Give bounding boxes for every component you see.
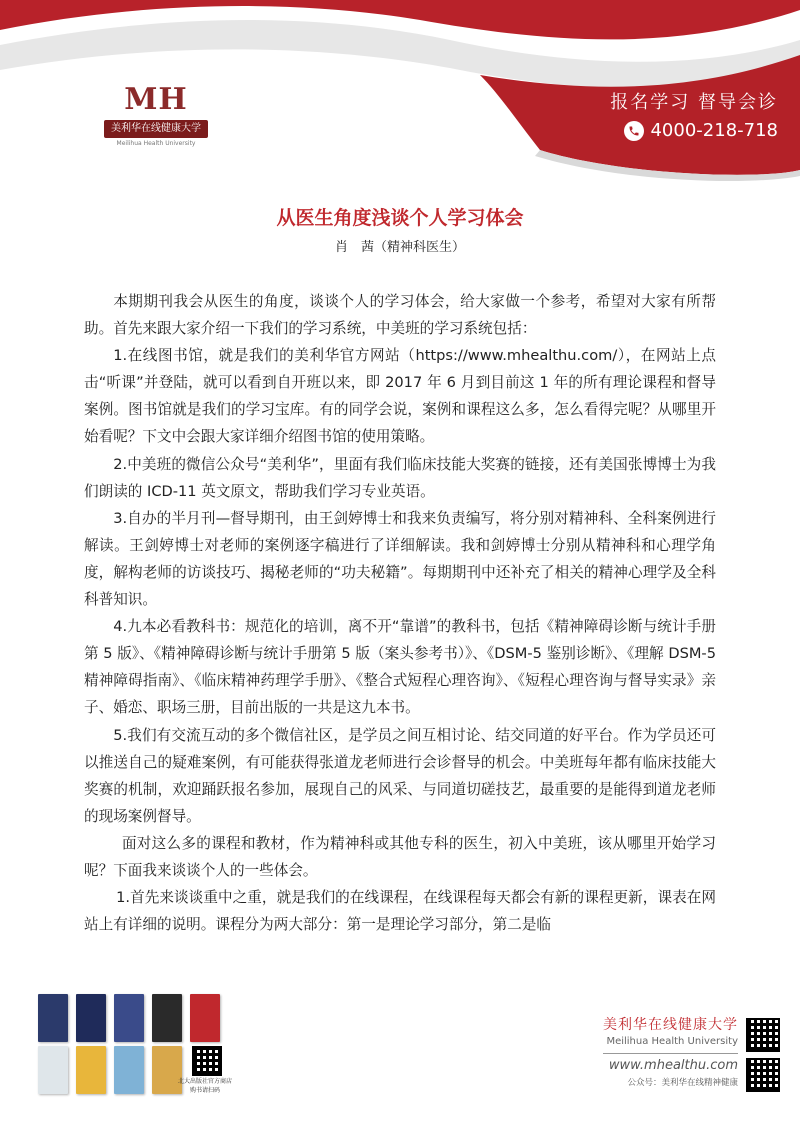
paragraph: 5.我们有交流互动的多个微信社区，是学员之间互相讨论、结交同道的好平台。作为学员还可以推送自己的疑难案例，有可能获得张道龙老师进行会诊督导的机会。中美班每年都有临床技能大奖赛的机制，欢迎踊跃报名参加，展现自己的风采、与同道切磋技艺，最重要的是能得到道龙老师的现场案例督导。 [84, 726, 716, 825]
book-cover [76, 994, 106, 1042]
article-title: 从医生角度浅谈个人学习体会 [276, 207, 524, 229]
book-cover [114, 994, 144, 1042]
brand-logo [98, 82, 214, 152]
book-cover [76, 1046, 106, 1094]
wechat-qr-code [746, 1058, 780, 1092]
paragraph: 1.首先来谈谈重中之重，就是我们的在线课程，在线课程每天都会有新的课程更新，课表在网站上有详细的说明。课程分为两大部分：第一是理论学习部分，第二是临 [84, 889, 716, 934]
phone-number: 4000-218-718 [650, 120, 778, 141]
logo-mark: MH [124, 82, 188, 117]
qr-caption-line-2: 购书请扫码 [189, 1087, 220, 1094]
paragraph: 面对这么多的课程和教材，作为精神科或其他专科的医生，初入中美班，该从哪里开始学习呢？下面我来谈谈个人的一些体会。 [84, 834, 716, 879]
logo-name: 美利华在线健康大学 [104, 120, 208, 138]
footer-university-name: 美利华在线健康大学 [603, 1017, 738, 1033]
header-phone-row [610, 120, 778, 141]
footer-wechat-account: 公众号：美利华在线精神健康 [627, 1078, 738, 1088]
footer-university-english: Meilihua Health University [606, 1036, 738, 1047]
article-author: 肖 茜（精神科医生） [334, 240, 465, 255]
paragraph: 本期期刊我会从医生的角度，谈谈个人的学习体会，给大家做一个参考，希望对大家有所帮助。首先来跟大家介绍一下我们的学习系统，中美班的学习系统包括： [84, 293, 716, 338]
book-cover [190, 994, 220, 1042]
book-cover [38, 994, 68, 1042]
footer-divider [603, 1053, 738, 1054]
book-cover [152, 994, 182, 1042]
footer-university-info [603, 1014, 738, 1088]
book-cover [114, 1046, 144, 1094]
paragraph: 1.在线图书馆，就是我们的美利华官方网站（https://www.mhealthu.com/），在网站上点击“听课”并登陆，就可以看到自开班以来，即 2017 年 6 月到目前这 1 年的所有理论课程和督导案例。图书馆就是我们的学习宝库。有的同学会说，案例和课程这么多，怎么看得完呢？从哪里开始看呢？下文中会跟大家详细介绍图书馆的使用策略。 [84, 347, 716, 446]
phone-icon [624, 121, 644, 141]
paragraph: 2.中美班的微信公众号“美利华”，里面有我们临床技能大奖赛的链接，还有美国张博博士为我们朗读的 ICD-11 英文原文，帮助我们学习专业英语。 [84, 455, 716, 500]
paragraph: 3.自办的半月刊—督导期刊，由王剑婷博士和我来负责编写，将分别对精神科、全科案例进行解读。王剑婷博士对老师的案例逐字稿进行了详细解读。我和剑婷博士分别从精神科和心理学角度，解构老师的访谈技巧、揭秘老师的“功夫秘籍”。每期期刊中还补充了相关的精神心理学及全科科普知识。 [84, 509, 716, 609]
bookstore-qr-caption [170, 1076, 240, 1094]
footer-website[interactable]: www.mhealthu.com [608, 1058, 738, 1073]
paragraph: 4.九本必看教科书：规范化的培训，离不开“靠谱”的教科书，包括《精神障碍诊断与统计手册第 5 版》、《精神障碍诊断与统计手册第 5 版（案头参考书）》、《DSM-5 鉴别诊断》、《理解 DSM-5 精神障碍指南》、《临床精神药理学手册》、《整合式短程心理咨询》、《短程心理咨询与督导实录》亲子、婚恋、职场三册，目前出版的一共是这九本书。 [84, 618, 716, 717]
article-body [84, 288, 716, 938]
qr-caption-line-1: 北大出版社官方商店 [177, 1078, 232, 1085]
header-contact [610, 88, 778, 141]
book-cover [38, 1046, 68, 1094]
logo-subtitle: Meilihua Health University [116, 140, 196, 147]
header-slogan: 报名学习 督导会诊 [610, 92, 778, 113]
bookstore-qr-code [192, 1046, 222, 1076]
website-qr-code [746, 1018, 780, 1052]
